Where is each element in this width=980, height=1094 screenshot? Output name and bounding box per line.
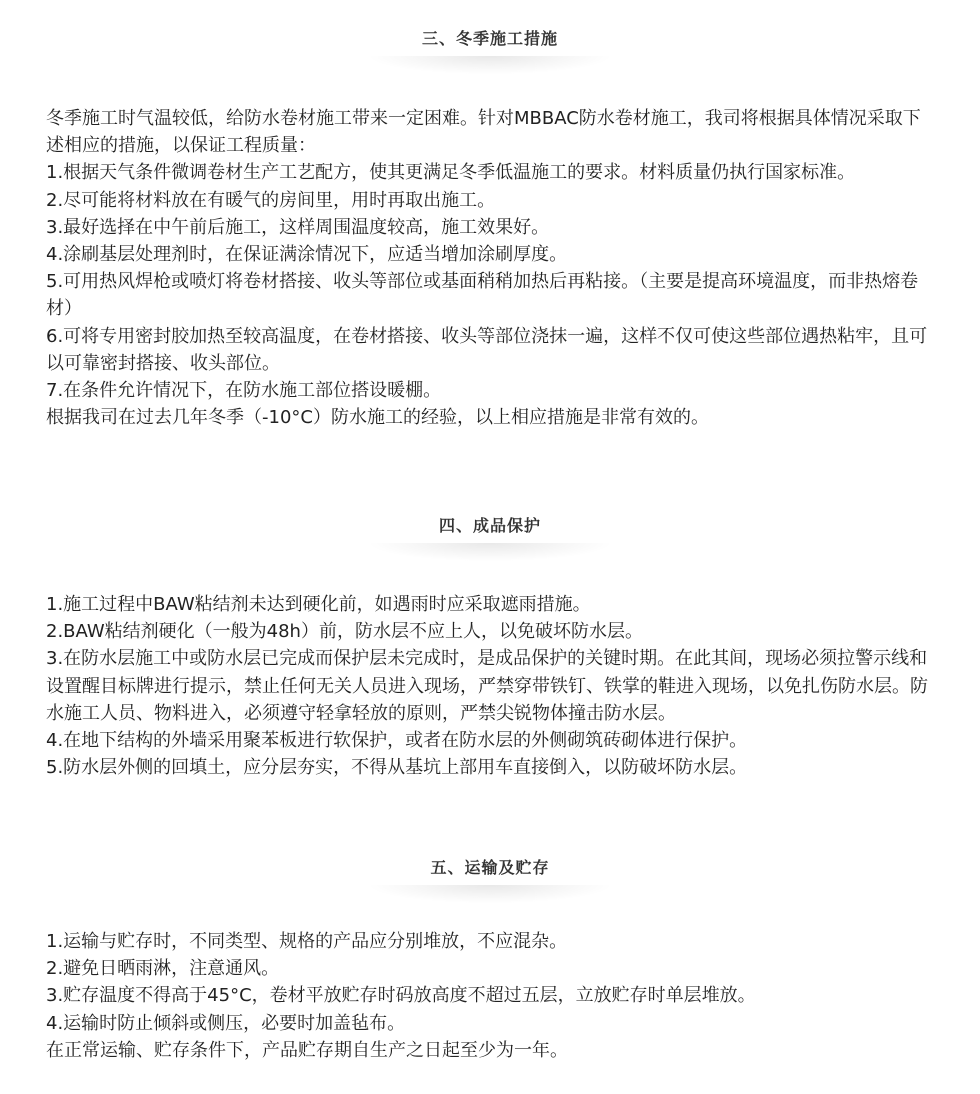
paragraph: 1.运输与贮存时，不同类型、规格的产品应分别堆放，不应混杂。 <box>46 931 568 952</box>
paragraph: 6.可将专用密封胶加热至较高温度，在卷材搭接、收头等部位浇抹一遍，这样不仅可使这些部位遇热粘牢，且可以可靠密封搭接、收头部位。 <box>46 325 928 374</box>
paragraph: 5.可用热风焊枪或喷灯将卷材搭接、收头等部位或基面稍稍加热后再粘接。（主要是提高环境温度，而非热熔卷材） <box>46 271 919 320</box>
paragraph: 2.避免日晒雨淋，注意通风。 <box>46 958 280 980</box>
paragraph: 2.尽可能将材料放在有暖气的房间里，用时再取出施工。 <box>46 189 496 211</box>
paragraph: 3.贮存温度不得高于45°C，卷材平放贮存时码放高度不超过五层，立放贮存时单层堆放。 <box>46 985 756 1007</box>
paragraph: 4.在地下结构的外墙采用聚苯板进行软保护，或者在防水层的外侧砌筑砖砌体进行保护。 <box>46 730 748 752</box>
section-body-winter <box>46 105 938 431</box>
paragraph: 1.施工过程中BAW粘结剂未达到硬化前，如遇雨时应采取遮雨措施。 <box>46 594 591 615</box>
section-title: 五、运输及贮存 <box>430 858 550 877</box>
paragraph: 2.BAW粘结剂硬化（一般为48h）前，防水层不应上人，以免破坏防水层。 <box>46 621 643 643</box>
section-body-protection <box>46 591 938 781</box>
section-transport-storage <box>0 857 980 903</box>
paragraph: 4.涂刷基层处理剂时，在保证满涂情况下，应适当增加涂刷厚度。 <box>46 244 568 266</box>
section-title: 四、成品保护 <box>438 516 541 535</box>
section-product-protection <box>0 515 980 561</box>
section-body-transport <box>46 928 938 1064</box>
paragraph: 冬季施工时气温较低，给防水卷材施工带来一定困难。针对MBBAC防水卷材施工，我司将根据具体情况采取下述相应的措施，以保证工程质量： <box>46 108 921 157</box>
section-winter-construction <box>0 28 980 74</box>
paragraph: 3.在防水层施工中或防水层已完成而保护层未完成时，是成品保护的关键时期。在此其间，现场必须拉警示线和设置醒目标牌进行提示，禁止任何无关人员进入现场，严禁穿带铁钉、铁掌的鞋进入现场，以免扎伤防水层。防水施工人员、物料进入，必须遵守轻拿轻放的原则，严禁尖锐物体撞击防水层。 <box>46 648 928 724</box>
paragraph: 4.运输时防止倾斜或侧压，必要时加盖毡布。 <box>46 1012 406 1034</box>
title-divider <box>370 885 610 903</box>
paragraph: 3.最好选择在中午前后施工，这样周围温度较高，施工效果好。 <box>46 216 550 238</box>
paragraph: 在正常运输、贮存条件下，产品贮存期自生产之日起至少为一年。 <box>46 1039 568 1061</box>
title-divider <box>370 543 610 561</box>
paragraph: 1.根据天气条件微调卷材生产工艺配方，使其更满足冬季低温施工的要求。材料质量仍执行国家标准。 <box>46 162 856 184</box>
paragraph: 5.防水层外侧的回填土，应分层夯实，不得从基坑上部用车直接倒入，以防破坏防水层。 <box>46 757 748 779</box>
paragraph: 7.在条件允许情况下，在防水施工部位搭设暖棚。 <box>46 380 442 402</box>
paragraph: 根据我司在过去几年冬季（-10°C）防水施工的经验，以上相应措施是非常有效的。 <box>46 407 709 429</box>
section-title: 三、冬季施工措施 <box>421 29 558 48</box>
title-divider <box>370 56 610 74</box>
